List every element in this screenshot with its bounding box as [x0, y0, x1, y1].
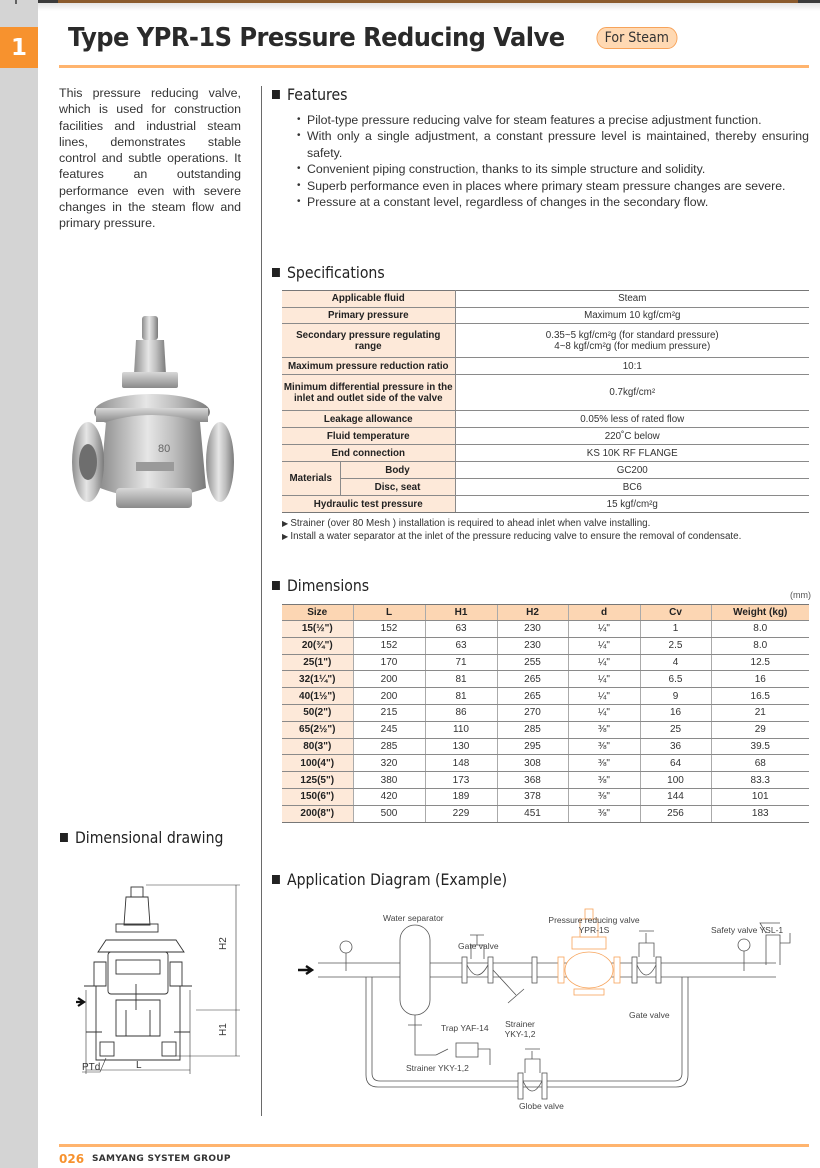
- svg-text:H1: H1: [218, 1023, 229, 1036]
- dimensions-row: [282, 704, 809, 721]
- valve-product-photo: [60, 312, 240, 542]
- value-cell: 295: [497, 738, 568, 755]
- note-item: ▶ Install a water separator at the inlet of the pressure reducing valve to ensure the removal of condensate.: [282, 530, 741, 543]
- size-cell: 25(1"): [282, 654, 353, 671]
- feature-item: • Pressure at a constant level, regardless of changes in the secondary flow.: [297, 194, 809, 210]
- value-cell: ⅜": [568, 805, 640, 822]
- value-cell: 152: [353, 637, 425, 654]
- dimensions-unit: (mm): [790, 590, 811, 600]
- value-cell: ¼": [568, 621, 640, 638]
- size-cell: 150(6"): [282, 788, 353, 805]
- value-cell: ⅜": [568, 772, 640, 789]
- spec-row: Minimum differential pressure in the inlet and outlet side of the valve 0.7kgf/cm²: [282, 375, 809, 411]
- value-cell: 1: [640, 621, 711, 638]
- value-cell: 200: [353, 688, 425, 705]
- value-cell: 368: [497, 772, 568, 789]
- feature-item: • Pilot-type pressure reducing valve for steam features a precise adjustment function.: [297, 112, 809, 128]
- value-cell: 12.5: [711, 654, 809, 671]
- value-cell: 4: [640, 654, 711, 671]
- label-globe-valve: Globe valve: [519, 1101, 564, 1111]
- dimensions-row: [282, 772, 809, 789]
- label-gate-valve-2: Gate valve: [629, 1010, 670, 1020]
- dimensions-row: [282, 805, 809, 822]
- value-cell: 270: [497, 704, 568, 721]
- value-cell: ¼": [568, 637, 640, 654]
- dimensions-row: [282, 721, 809, 738]
- spec-notes: [282, 517, 741, 543]
- features-list: [297, 112, 809, 210]
- value-cell: 255: [497, 654, 568, 671]
- value-cell: 451: [497, 805, 568, 822]
- value-cell: 36: [640, 738, 711, 755]
- dimensions-row: [282, 654, 809, 671]
- value-cell: 100: [640, 772, 711, 789]
- value-cell: 183: [711, 805, 809, 822]
- dimensions-row: [282, 621, 809, 638]
- value-cell: ⅜": [568, 738, 640, 755]
- size-cell: 15(½"): [282, 621, 353, 638]
- dimensions-body: [282, 621, 809, 823]
- value-cell: 230: [497, 637, 568, 654]
- value-cell: 16: [640, 704, 711, 721]
- spec-row: Secondary pressure regulating range 0.35~5 kgf/cm²g (for standard pressure) 4~8 kgf/cm²g (for medium pressure): [282, 324, 809, 358]
- value-cell: 101: [711, 788, 809, 805]
- intro-paragraph: This pressure reducing valve, which is used for construction facilities and industrial steam lines, demonstrates stable control and subtle operations. It features an outstanding performance even with severe changes in the steam flow and primary pressure.: [59, 86, 241, 231]
- label-safety-valve: Safety valve YSL-1: [711, 925, 784, 935]
- spec-row: Hydraulic test pressure 15 kgf/cm²g: [282, 496, 809, 513]
- size-cell: 80(3"): [282, 738, 353, 755]
- size-cell: 50(2"): [282, 704, 353, 721]
- value-cell: 68: [711, 755, 809, 772]
- value-cell: 81: [425, 688, 497, 705]
- value-cell: 265: [497, 671, 568, 688]
- size-cell: 32(1¼"): [282, 671, 353, 688]
- square-bullet-icon: [272, 268, 280, 277]
- value-cell: ¼": [568, 654, 640, 671]
- value-cell: 256: [640, 805, 711, 822]
- value-cell: 230: [497, 621, 568, 638]
- value-cell: 285: [353, 738, 425, 755]
- rail-marker-icon: [12, 0, 20, 4]
- dimensions-heading: Dimensions: [272, 576, 369, 595]
- dimensions-row: [282, 738, 809, 755]
- title-row: [68, 20, 681, 56]
- spec-row: Applicable fluid Steam: [282, 291, 809, 308]
- application-diagram: [296, 905, 816, 1105]
- footer-brand: SAMYANG SYSTEM GROUP: [92, 1154, 231, 1164]
- value-cell: 8.0: [711, 621, 809, 638]
- value-cell: 16: [711, 671, 809, 688]
- value-cell: 21: [711, 704, 809, 721]
- size-cell: 20(¾"): [282, 637, 353, 654]
- value-cell: 2.5: [640, 637, 711, 654]
- spec-row: End connection KS 10K RF FLANGE: [282, 445, 809, 462]
- for-steam-badge: For Steam: [596, 27, 677, 49]
- value-cell: 63: [425, 637, 497, 654]
- svg-text:H2: H2: [218, 937, 229, 950]
- value-cell: 173: [425, 772, 497, 789]
- chapter-number-tab: 1: [0, 27, 38, 68]
- features-heading: Features: [272, 85, 348, 104]
- square-bullet-icon: [272, 90, 280, 99]
- value-cell: 16.5: [711, 688, 809, 705]
- label-trap: Trap YAF-14: [441, 1023, 489, 1033]
- page-title: Type YPR-1S Pressure Reducing Valve: [68, 23, 565, 53]
- value-cell: 63: [425, 621, 497, 638]
- value-cell: 189: [425, 788, 497, 805]
- feature-item: • With only a single adjustment, a constant pressure level is maintained, thereby ensuring safety.: [297, 128, 809, 161]
- dimensions-table: [282, 604, 809, 823]
- dimensions-header-row: Size L H1 H2 d Cv Weight (kg): [282, 605, 809, 621]
- specifications-table: [282, 290, 809, 513]
- value-cell: 9: [640, 688, 711, 705]
- value-cell: 215: [353, 704, 425, 721]
- value-cell: ¼": [568, 688, 640, 705]
- value-cell: 8.0: [711, 637, 809, 654]
- value-cell: 6.5: [640, 671, 711, 688]
- column-divider: [261, 86, 262, 1116]
- value-cell: 152: [353, 621, 425, 638]
- footer-rule: [59, 1144, 809, 1147]
- value-cell: 81: [425, 671, 497, 688]
- title-rule: [59, 65, 809, 68]
- svg-text:80: 80: [158, 443, 171, 455]
- specifications-heading: Specifications: [272, 263, 385, 282]
- dimensions-row: [282, 688, 809, 705]
- value-cell: 25: [640, 721, 711, 738]
- value-cell: 265: [497, 688, 568, 705]
- size-cell: 65(2½"): [282, 721, 353, 738]
- value-cell: 29: [711, 721, 809, 738]
- value-cell: 71: [425, 654, 497, 671]
- value-cell: ⅜": [568, 721, 640, 738]
- value-cell: 320: [353, 755, 425, 772]
- size-cell: 200(8"): [282, 805, 353, 822]
- dimensions-row: [282, 637, 809, 654]
- dimensional-drawing: [76, 880, 246, 1080]
- value-cell: 130: [425, 738, 497, 755]
- label-strainer-2: Strainer YKY-1,2: [406, 1063, 469, 1073]
- value-cell: 83.3: [711, 772, 809, 789]
- value-cell: 148: [425, 755, 497, 772]
- value-cell: 308: [497, 755, 568, 772]
- value-cell: 39.5: [711, 738, 809, 755]
- feature-item: • Convenient piping construction, thanks to its simple structure and solidity.: [297, 161, 809, 177]
- spec-row: Materials Body GC200: [282, 462, 809, 479]
- value-cell: 500: [353, 805, 425, 822]
- value-cell: 170: [353, 654, 425, 671]
- label-strainer-1: Strainer YKY-1,2: [504, 1019, 536, 1039]
- spec-row: Maximum pressure reduction ratio 10:1: [282, 358, 809, 375]
- note-item: ▶ Strainer (over 80 Mesh ) installation is required to ahead inlet when valve installing.: [282, 517, 741, 530]
- square-bullet-icon: [272, 581, 280, 590]
- svg-text:PTd: PTd: [82, 1062, 101, 1073]
- value-cell: 200: [353, 671, 425, 688]
- size-cell: 40(1½"): [282, 688, 353, 705]
- value-cell: 144: [640, 788, 711, 805]
- label-water-separator: Water separator: [383, 913, 444, 923]
- size-cell: 100(4"): [282, 755, 353, 772]
- dimensions-row: [282, 671, 809, 688]
- label-gate-valve-1: Gate valve: [458, 941, 499, 951]
- spec-row: Primary pressure Maximum 10 kgf/cm²g: [282, 307, 809, 324]
- value-cell: 285: [497, 721, 568, 738]
- page-number: 026: [59, 1152, 85, 1166]
- value-cell: ⅜": [568, 755, 640, 772]
- spec-row: Disc, seat BC6: [282, 479, 809, 496]
- dimensions-row: [282, 755, 809, 772]
- value-cell: 110: [425, 721, 497, 738]
- value-cell: 380: [353, 772, 425, 789]
- value-cell: ¼": [568, 671, 640, 688]
- square-bullet-icon: [272, 875, 280, 884]
- application-diagram-heading: Application Diagram (Example): [272, 870, 507, 889]
- value-cell: 378: [497, 788, 568, 805]
- dimensional-drawing-heading: Dimensional drawing: [60, 828, 223, 847]
- value-cell: 86: [425, 704, 497, 721]
- size-cell: 125(5"): [282, 772, 353, 789]
- feature-item: • Superb performance even in places where primary steam pressure changes are severe.: [297, 178, 809, 194]
- left-rail: [0, 0, 38, 1168]
- spec-row: Fluid temperature 220˚C below: [282, 428, 809, 445]
- spec-row: Leakage allowance 0.05% less of rated flow: [282, 411, 809, 428]
- value-cell: 64: [640, 755, 711, 772]
- svg-text:L: L: [136, 1060, 142, 1071]
- value-cell: 420: [353, 788, 425, 805]
- value-cell: 229: [425, 805, 497, 822]
- top-bar-shadow: [38, 3, 820, 11]
- value-cell: ¼": [568, 704, 640, 721]
- dimensions-row: [282, 788, 809, 805]
- square-bullet-icon: [60, 833, 68, 842]
- label-prv: Pressure reducing valve YPR-1S: [548, 915, 640, 935]
- value-cell: 245: [353, 721, 425, 738]
- value-cell: ⅜": [568, 788, 640, 805]
